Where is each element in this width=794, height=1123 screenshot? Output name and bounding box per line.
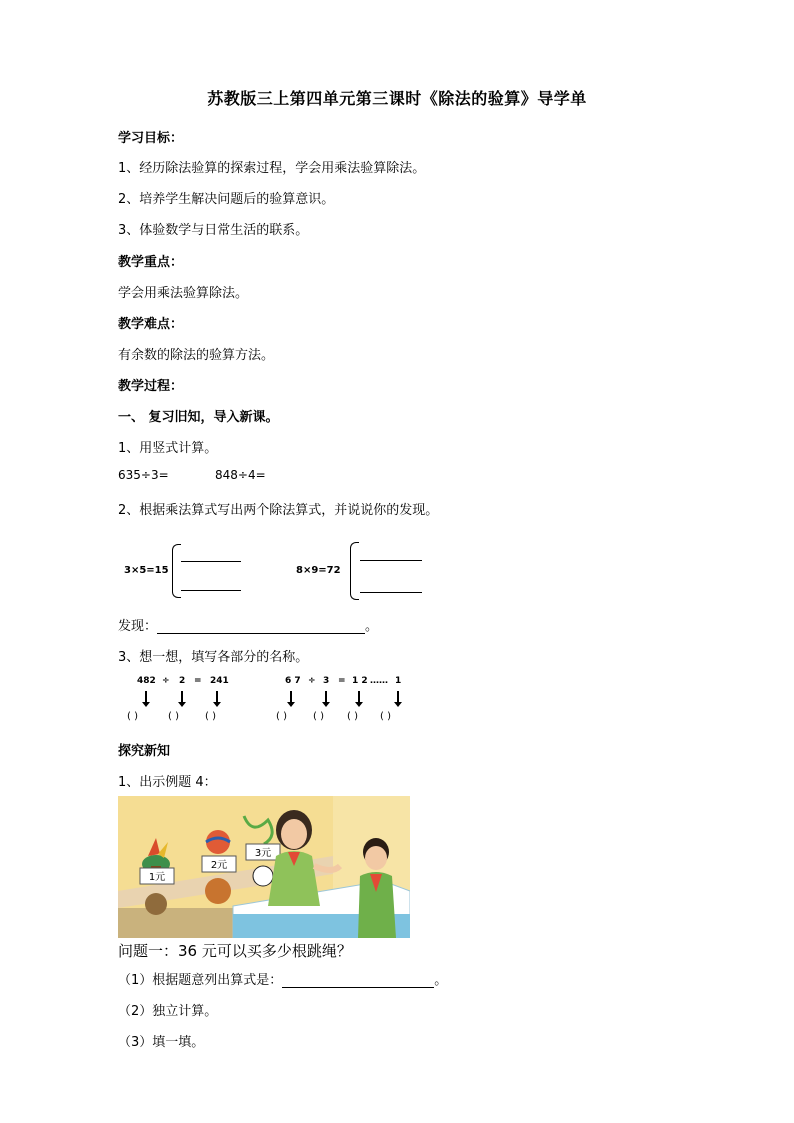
equation-right: 8×9=72 xyxy=(296,565,341,576)
section-1-heading: 一、 复习旧知，导入新课。 xyxy=(118,410,279,425)
div2-divisor: 3 xyxy=(323,676,330,686)
div1-equals: = xyxy=(194,676,202,686)
answer-line-left-1[interactable] xyxy=(181,561,241,562)
price-tag-2: 2元 xyxy=(210,860,228,871)
price-tag-1: 1元 xyxy=(148,872,166,883)
difficulty-text: 有余数的除法的验算方法。 xyxy=(118,348,275,363)
name-blank[interactable]: ( ) xyxy=(276,711,287,722)
div1-quotient: 241 xyxy=(210,676,229,686)
div1-sign: ÷ xyxy=(162,676,170,686)
name-blank[interactable]: ( ) xyxy=(205,711,216,722)
goal-item-3: 3、体验数学与日常生活的联系。 xyxy=(118,223,309,238)
div1-dividend: 482 xyxy=(137,676,156,686)
div2-remainder: 1 xyxy=(395,676,402,686)
div2-ellipsis: …… xyxy=(370,676,388,686)
arrow-icon xyxy=(181,691,183,703)
goal-item-2: 2、培养学生解决问题后的验算意识。 xyxy=(118,192,335,207)
name-blank[interactable]: ( ) xyxy=(347,711,358,722)
step-3: （3）填一填。 xyxy=(118,1035,205,1050)
step-1-end: 。 xyxy=(434,973,448,988)
arrow-icon xyxy=(325,691,327,703)
name-blank[interactable]: ( ) xyxy=(380,711,391,722)
discovery-label: 发现： xyxy=(118,619,158,634)
step-1-line xyxy=(118,969,447,988)
goals-heading: 学习目标： xyxy=(118,131,184,146)
arrow-icon xyxy=(397,691,399,703)
item-3: 3、想一想，填写各部分的名称。 xyxy=(118,650,309,665)
div2-equals: = xyxy=(338,676,346,686)
discovery-blank[interactable] xyxy=(157,619,365,634)
explore-heading: 探究新知 xyxy=(118,744,171,759)
example-label: 1、出示例题 4： xyxy=(118,775,217,790)
item-2: 2、根据乘法算式写出两个除法算式，并说说你的发现。 xyxy=(118,503,439,518)
arrow-icon xyxy=(145,691,147,703)
equation-left: 3×5=15 xyxy=(124,565,169,576)
arrow-icon xyxy=(358,691,360,703)
name-blank[interactable]: ( ) xyxy=(127,711,138,722)
answer-line-right-2[interactable] xyxy=(360,592,422,593)
calc-b: 848÷4= xyxy=(215,468,266,482)
answer-line-left-2[interactable] xyxy=(181,590,241,591)
brace-right xyxy=(350,542,359,600)
key-text: 学会用乘法验算除法。 xyxy=(118,286,249,301)
name-blank[interactable]: ( ) xyxy=(168,711,179,722)
difficulty-heading: 教学难点： xyxy=(118,317,184,332)
price-tag-3: 3元 xyxy=(254,848,272,859)
key-heading: 教学重点： xyxy=(118,255,184,270)
step-2: （2）独立计算。 xyxy=(118,1004,218,1019)
question-1: 问题一：36 元可以买多少根跳绳？ xyxy=(118,942,352,960)
step-1-label: （1）根据题意列出算式是： xyxy=(118,973,283,988)
div2-sign: ÷ xyxy=(308,676,316,686)
calc-a: 635÷3= xyxy=(118,468,169,482)
goal-item-1: 1、经历除法验算的探索过程，学会用乘法验算除法。 xyxy=(118,161,426,176)
process-heading: 教学过程： xyxy=(118,379,184,394)
name-blank[interactable]: ( ) xyxy=(313,711,324,722)
shop-illustration xyxy=(118,796,410,938)
brace-left xyxy=(172,544,181,598)
arrow-icon xyxy=(216,691,218,703)
discovery-end: 。 xyxy=(365,619,379,634)
div2-quotient: 1 2 xyxy=(352,676,368,686)
div1-divisor: 2 xyxy=(179,676,186,686)
page-title: 苏教版三上第四单元第三课时《除法的验算》导学单 xyxy=(207,89,587,108)
item-1: 1、用竖式计算。 xyxy=(118,441,218,456)
div2-dividend: 6 7 xyxy=(285,676,301,686)
shop-scene-image xyxy=(118,796,410,938)
answer-line-right-1[interactable] xyxy=(360,560,422,561)
arrow-icon xyxy=(290,691,292,703)
discovery-line xyxy=(118,615,378,634)
step-1-blank[interactable] xyxy=(282,973,434,988)
